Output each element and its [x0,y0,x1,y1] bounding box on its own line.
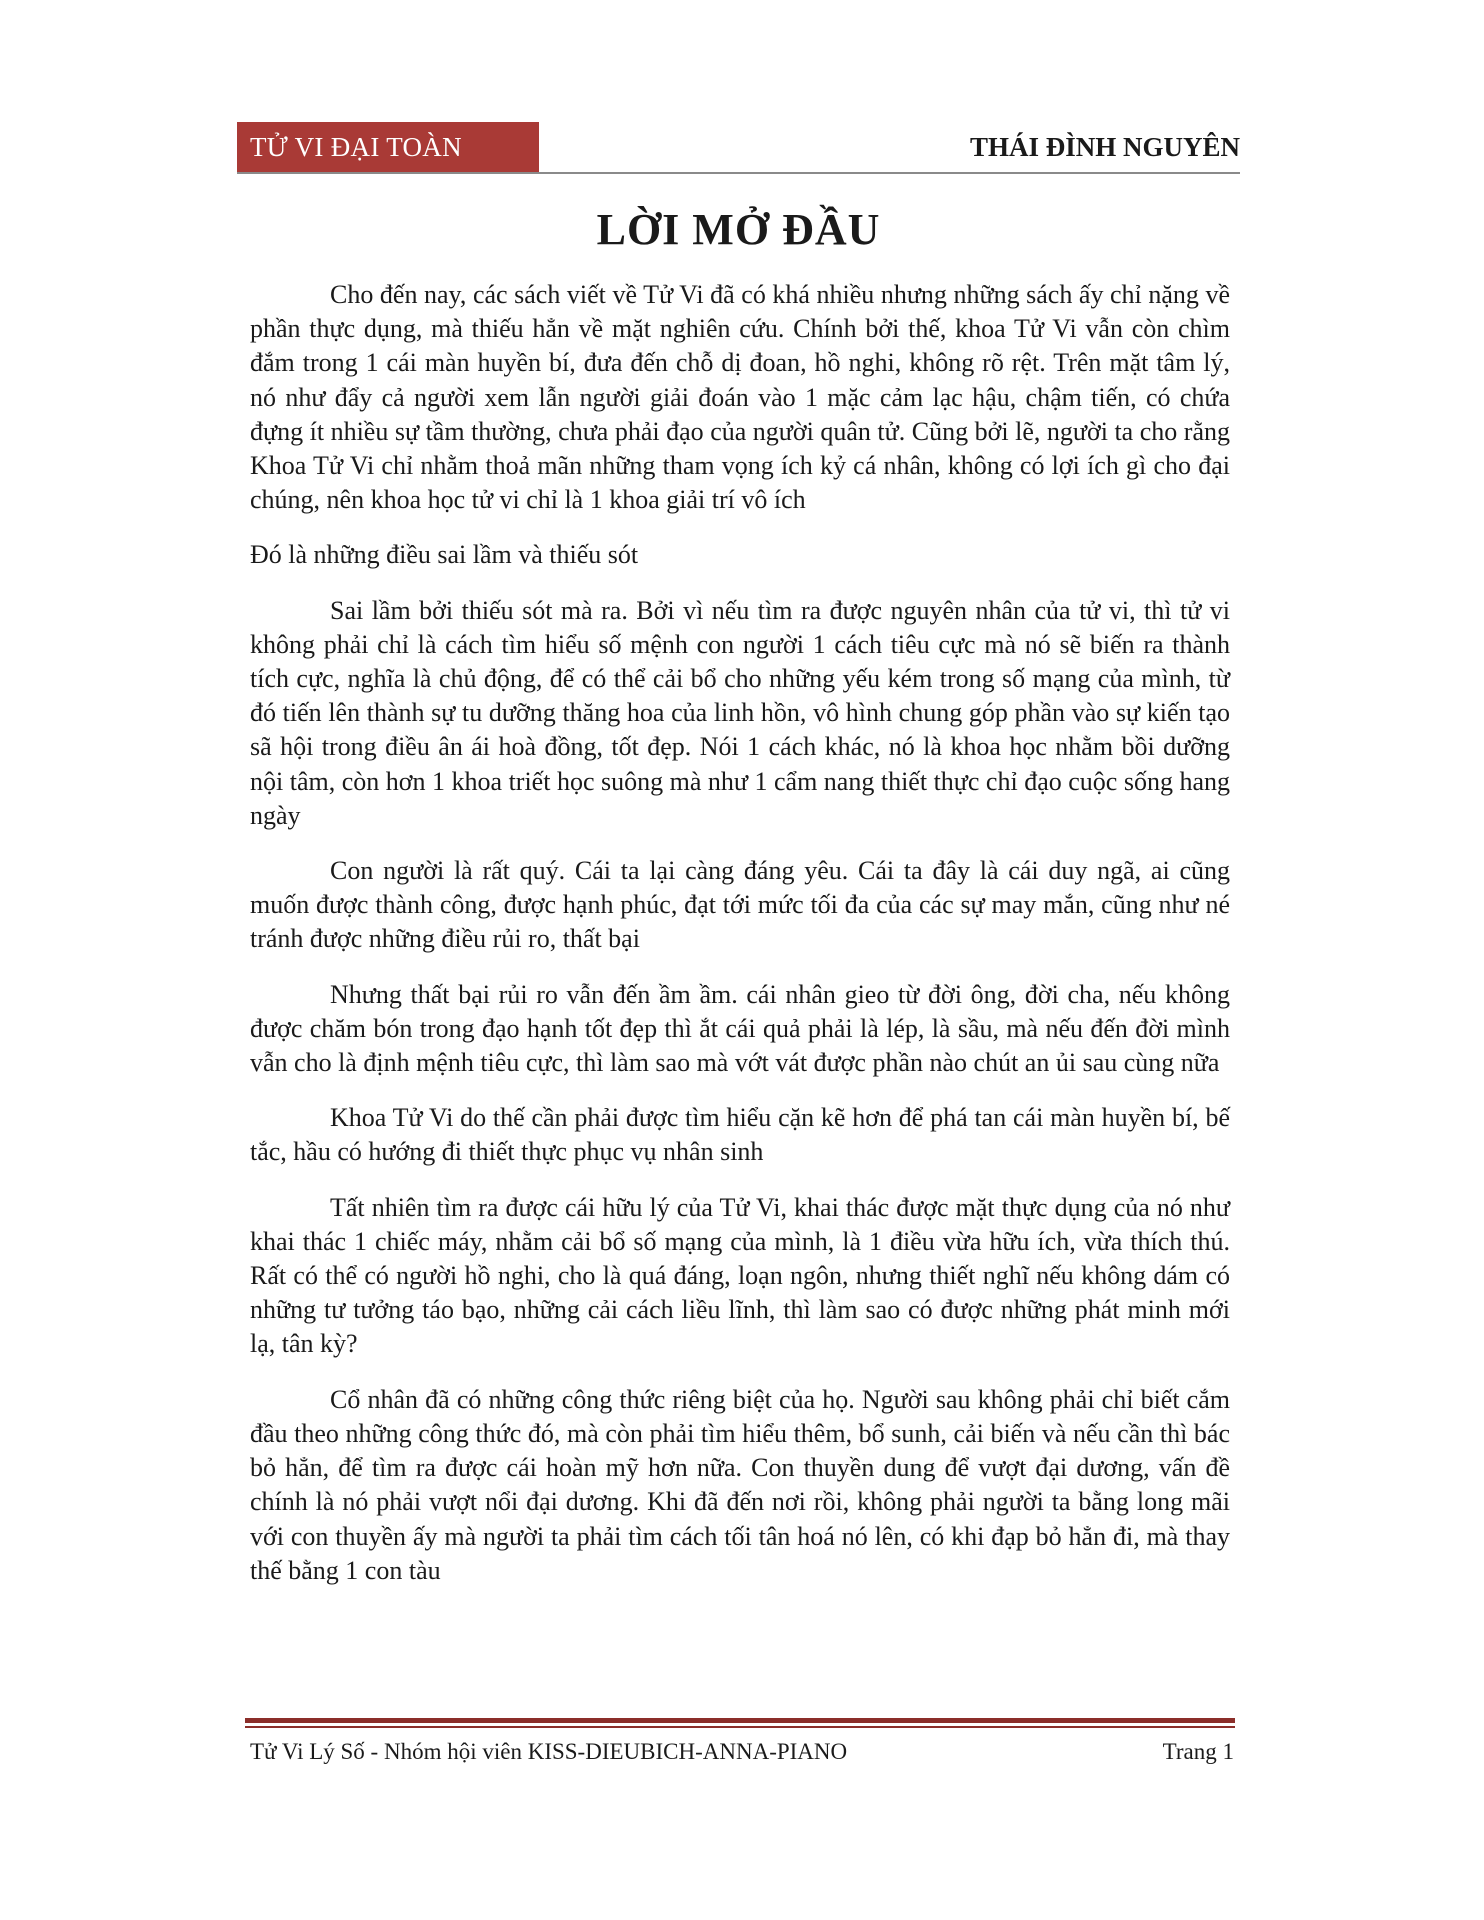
paragraph: Cho đến nay, các sách viết về Tử Vi đã có khá nhiều nhưng những sách ấy chỉ nặng về phần thực dụng, mà thiếu hẳn về mặt nghiên cứu. Chính bởi thế, khoa Tử Vi vẫn còn chìm đắm trong 1 cái màn huyền bí, đưa đến chỗ dị đoan, hồ nghi, không rõ rệt. Trên mặt tâm lý, nó như đẩy cả người xem lẫn người giải đoán vào 1 mặc cảm lạc hậu, chậm tiến, có chứa đựng ít nhiều sự tầm thường, chưa phải đạo của người quân tử. Cũng bởi lẽ, người ta cho rằng Khoa Tử Vi chỉ nhằm thoả mãn những tham vọng ích kỷ cá nhân, không có lợi ích gì cho đại chúng, nên khoa học tử vi chỉ là 1 khoa giải trí vô ích [250,280,1230,515]
paragraph: Cổ nhân đã có những công thức riêng biệt của họ. Người sau không phải chỉ biết cắm đầu theo những công thức đó, mà còn phải tìm hiểu thêm, bổ sunh, cải biến và nếu cần thì bác bỏ hẳn, để tìm ra được cái hoàn mỹ hơn nữa. Con thuyền dung để vượt đại dương, vấn đề chính là nó phải vượt nổi đại dương. Khi đã đến nơi rồi, không phải người ta bằng long mãi với con thuyền ấy mà người ta phải tìm cách tối tân hoá nó lên, có khi đạp bỏ hẳn đi, mà thay thế bằng 1 con tàu [250,1384,1230,1585]
footer-source: Tử Vi Lý Số - Nhóm hội viên KISS-DIEUBICH-ANNA-PIANO [250,1739,848,1764]
paragraph: Tất nhiên tìm ra được cái hữu lý của Tử Vi, khai thác được mặt thực dụng của nó như khai thác 1 chiếc máy, nhằm cải bổ số mạng của mình, là 1 điều vừa hữu ích, vừa thích thú. Rất có thể có người hồ nghi, cho là quá đáng, loạn ngôn, nhưng thiết nghĩ nếu không dám có những tư tưởng táo bạo, những cải cách liều lĩnh, thì làm sao có được những phát minh mới lạ, tân kỳ? [250,1192,1230,1359]
paragraph: Khoa Tử Vi do thế cần phải được tìm hiểu cặn kẽ hơn để phá tan cái màn huyền bí, bế tắc, hầu có hướng đi thiết thực phục vụ nhân sinh [250,1103,1230,1167]
body-text [250,278,1230,1609]
header-divider [237,172,1240,174]
page-title: LỜI MỞ ĐẦU [596,205,881,254]
page-number: Trang 1 [1162,1739,1234,1764]
author-name: THÁI ĐÌNH NGUYÊN [969,132,1240,162]
paragraph: Con người là rất quý. Cái ta lại càng đáng yêu. Cái ta đây là cái duy ngã, ai cũng muốn được thành công, được hạnh phúc, đạt tới mức tối đa của các sự may mắn, cũng như né tránh được những điều rủi ro, thất bại [250,856,1230,954]
paragraph: Sai lầm bởi thiếu sót mà ra. Bởi vì nếu tìm ra được nguyên nhân của tử vi, thì tử vi không phải chỉ là cách tìm hiểu số mệnh con người 1 cách tiêu cực mà nó sẽ biến ra thành tích cực, nghĩa là chủ động, để có thể cải bổ cho những yếu kém trong số mạng của mình, từ đó tiến lên thành sự tu dưỡng thăng hoa của linh hồn, vô hình chung góp phần vào sự kiến tạo sã hội trong điều ân ái hoà đồng, tốt đẹp. Nói 1 cách khác, nó là khoa học nhằm bồi dưỡng nội tâm, còn hơn 1 khoa triết học suông mà như 1 cẩm nang thiết thực chỉ đạo cuộc sống hang ngày [250,595,1230,830]
book-title-tab: TỬ VI ĐẠI TOÀN [237,122,539,173]
paragraph: Nhưng thất bại rủi ro vẫn đến ầm ầm. cái nhân gieo từ đời ông, đời cha, nếu không được chăm bón trong đạo hạnh tốt đẹp thì ắt cái quả phải là lép, là sầu, mà nếu đến đời mình vẫn cho là định mệnh tiêu cực, thì làm sao mà vớt vát được phần nào chút an ủi sau cùng nữa [250,979,1230,1078]
footer-divider-thin [245,1726,1235,1728]
page-header [237,122,1240,173]
paragraph: Đó là những điều sai lầm và thiếu sót [250,540,639,570]
footer-divider-thick [245,1718,1235,1723]
